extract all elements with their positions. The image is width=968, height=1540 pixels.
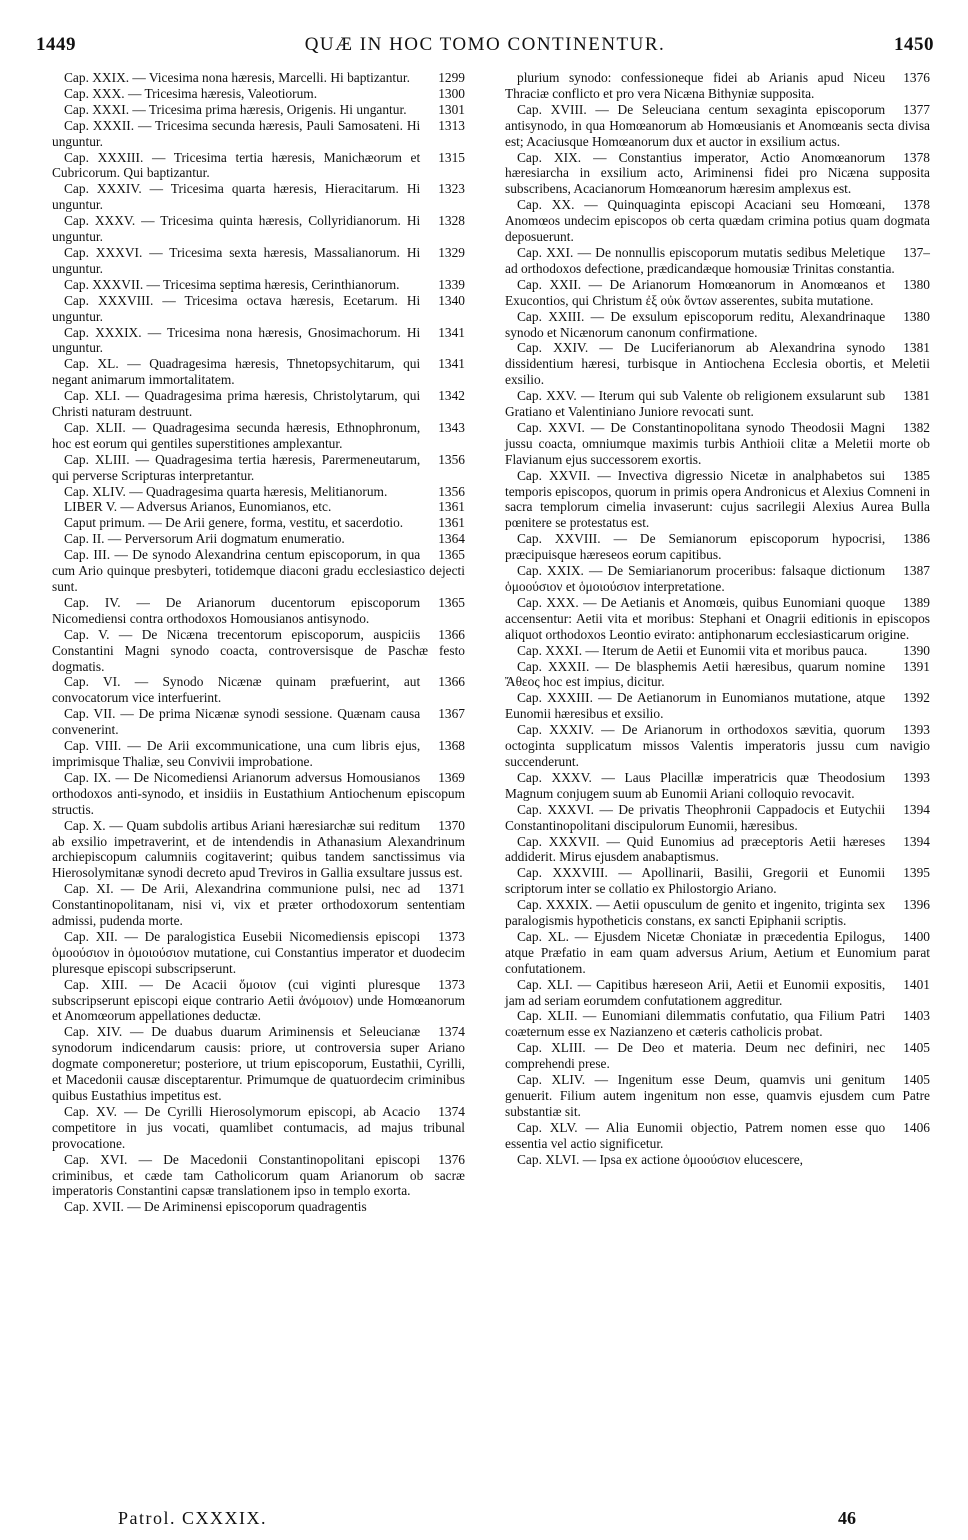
entry-text: Cap. XXXII. — Tricesima secunda hæresis, Pauli Samosateni. Hi unguntur.	[52, 117, 421, 149]
toc-entry	[52, 70, 465, 86]
toc-entry	[52, 547, 465, 595]
entry-page-number: 1369	[438, 769, 465, 785]
entry-page-number: 1393	[903, 722, 930, 738]
toc-entry	[505, 802, 930, 834]
toc-entry	[52, 818, 465, 882]
entry-page-number: 1361	[438, 499, 465, 515]
entry-text: Cap. XXXIX. — Tricesima nona hæresis, Gnosimachorum. Hi unguntur.	[52, 324, 421, 356]
toc-entry	[52, 420, 465, 452]
toc-entry	[505, 1072, 930, 1120]
toc-entry	[52, 86, 465, 102]
entry-text: Cap. XLIII. — Quadragesima tertia hæresis, Parermeneutarum, qui perverse Scripturas interpretantur.	[52, 451, 421, 483]
entry-text: Cap. XLI. — Quadragesima prima hæresis, Christolytarum, qui Christi naturam destruunt.	[52, 388, 421, 420]
toc-entry	[505, 309, 930, 341]
page-number-left: 1449	[36, 34, 76, 55]
toc-entry	[505, 659, 930, 691]
entry-text: LIBER V. — Adversus Arianos, Eunomianos, etc.	[64, 499, 332, 515]
entry-page-number: 137–	[903, 244, 930, 260]
entry-text: Cap. XVIII. — De Seleuciana centum sexaginta episcoporum antisynodo, in qua Homœanorum ab Homœusianis et Anomœanis secta divisa est; Acaciusque Homœanorum dux et auctor in exsilium actus.	[505, 101, 930, 149]
entry-text: Cap. XXVI. — De Constantinopolitana synodo Theodosii Magni jussu coacta, omniumque maximis turbis Anthioii clitæ a Meletii morte ob Flavianum ejus successorem exortis.	[505, 419, 930, 467]
entry-text: Cap. VII. — De prima Nicænæ synodi sessione. Quænam causa convenerint.	[52, 706, 421, 738]
entry-page-number: 1364	[438, 531, 465, 547]
entry-page-number: 1406	[903, 1119, 930, 1135]
entry-page-number: 1365	[438, 547, 465, 563]
toc-entry	[505, 1008, 930, 1040]
entry-text: Cap. XLII. — Quadragesima secunda hæresis, Ethnophronum, hoc est eorum qui gentiles superstitiones amplexantur.	[52, 419, 421, 451]
entry-text: Cap. X. — Quam subdolis artibus Ariani hæresiarchæ sui reditum ab exsilio impetraverint, et de intendendis in Athanasium Alexandrinum archiepiscopum calumniis cogitaverint; quibus tandem sanctissimus via Hierosolymitanæ synodi decreto apud Treviros in Gallia exsultare jussus est.	[52, 817, 465, 881]
entry-text: Cap. XLIV. — Ingenitum esse Deum, quamvis uni genitum genuerit. Filium autem ingenitum non esse, quamvis ejusdem cum Patre substantiæ sit.	[505, 1072, 930, 1119]
entry-text: Cap. XLI. — Capitibus hæreseon Arii, Aetii et Eunomii expositis, jam ad seriam eorumdem confutationem aggreditur.	[505, 976, 886, 1008]
toc-entry	[52, 499, 465, 515]
entry-text: Cap. IV. — De Arianorum ducentorum episcoporum Nicomediensi contra orthodoxos Homousianos antisynodo.	[52, 594, 421, 626]
entry-page-number: 1342	[438, 388, 465, 404]
entry-text: Cap. VI. — Synodo Nicænæ quinam præfuerint, aut convocatorum vice interfuerint.	[52, 674, 421, 706]
entry-page-number: 1403	[903, 1008, 930, 1024]
entry-page-number: 1382	[903, 419, 930, 435]
entry-text: Cap. III. — De synodo Alexandrina centum episcoporum, in qua cum Ario quinque presbyteri, totidemque diaconi gradu ecclesiastico dejecti sunt.	[52, 547, 465, 594]
entry-text: Cap. XVI. — De Macedonii Constantinopolitani episcopi criminibus, et cæde tam Catholicorum quam Arianorum ob sacræ imperatoris Constantini capsæ translationem ipso in templo exorta.	[52, 1151, 465, 1199]
entry-page-number: 1381	[903, 340, 930, 356]
toc-entry	[52, 484, 465, 500]
entry-page-number: 1394	[903, 801, 930, 817]
entry-page-number: 1391	[903, 658, 930, 674]
entry-page-number: 1367	[438, 706, 465, 722]
entry-text: Cap. XLV. — Alia Eunomii objectio, Patrem nomen esse quo essentia vel actio significetur.	[505, 1119, 886, 1151]
entry-page-number: 1380	[903, 308, 930, 324]
toc-entry	[52, 213, 465, 245]
entry-text: Cap. XXXIX. — Aetii opusculum de genito et ingenito, triginta sex paralogismis hypotheticis constans, ex sancti Epiphanii scriptis.	[505, 897, 886, 929]
entry-text: Cap. XXXVI. — De privatis Theophronii Cappadocis et Eutychii Constantinopolitani discipulorum Eunomii, hæresibus.	[505, 801, 886, 833]
entry-page-number: 1299	[438, 70, 465, 85]
entry-page-number: 1341	[438, 324, 465, 340]
toc-entry	[52, 531, 465, 547]
toc-entry	[52, 738, 465, 770]
toc-entry	[505, 897, 930, 929]
right-column	[505, 70, 930, 1168]
entry-page-number: 1389	[903, 594, 930, 610]
entry-text: Cap. XVII. — De Ariminensi episcoporum quadragentis	[64, 1199, 367, 1215]
entry-text: Cap. XI. — De Arii, Alexandrina communione pulsi, nec ad Constantinopolitanam, nisi vi, vix et præter orthodoxorum sententiam admissi, pudenda morte.	[52, 881, 465, 929]
toc-entry	[505, 1040, 930, 1072]
entry-page-number: 1387	[903, 563, 930, 579]
entry-text: Cap. XXIX. — De Semiarianorum proceribus: falsaque dictionum ὁμοούσιον et ὁμοιούσιον interpretatione.	[505, 563, 886, 594]
toc-entry	[52, 515, 465, 531]
entry-page-number: 1315	[438, 149, 465, 165]
entry-text: Cap. XXI. — De nonnullis episcoporum mutatis sedibus Meletique ad orthodoxos defectione, prædicandæque homousiæ Trinitas constantia.	[505, 244, 895, 276]
entry-page-number: 1396	[903, 897, 930, 913]
toc-entry	[52, 595, 465, 627]
toc-entry	[505, 245, 930, 277]
toc-entry	[505, 388, 930, 420]
entry-page-number: 1401	[903, 976, 930, 992]
entry-page-number: 1373	[438, 928, 465, 944]
entry-page-number: 1405	[903, 1072, 930, 1088]
toc-entry	[52, 150, 465, 182]
toc-entry	[505, 722, 930, 770]
entry-text: Cap. XIV. — De duabus duarum Ariminensis et Seleucianæ synodorum indicendarum causis: priore, ut controversia super Ariano dogmate componeretur; posteriore, ut trium episcoporum, Eustathii, Cyrilli, et Macedonii causæ disceptarentur. Primumque de quatuordecim criminibus quibus Eustathius impetitus est.	[52, 1024, 465, 1103]
entry-page-number: 1378	[903, 197, 930, 213]
toc-entry	[52, 388, 465, 420]
toc-entry	[505, 834, 930, 866]
toc-entry	[52, 245, 465, 277]
toc-entry	[505, 70, 930, 102]
entry-text: Cap. XXXV. — Tricesima quinta hæresis, Collyridianorum. Hi unguntur.	[52, 213, 421, 245]
entry-text: Cap. V. — De Nicæna trecentorum episcoporum, auspiciis Constantini Magni synodo coacta, controversisque de Paschæ festo dogmatis.	[52, 626, 465, 674]
toc-entry	[505, 150, 930, 198]
toc-entry	[52, 325, 465, 357]
entry-text: Cap. XXXII. — De blasphemis Aetii hæresibus, quarum nomine Ἄθεος hoc est impius, dicitur.	[505, 658, 886, 690]
entry-text: Cap. XXXVI. — Tricesima sexta hæresis, Massalianorum. Hi unguntur.	[52, 244, 421, 276]
toc-entry	[505, 197, 930, 245]
entry-page-number: 1365	[438, 594, 465, 610]
toc-entry	[52, 102, 465, 118]
toc-entry	[505, 102, 930, 150]
entry-page-number: 1300	[438, 85, 465, 101]
entry-page-number: 1373	[438, 976, 465, 992]
toc-entry	[505, 420, 930, 468]
toc-entry	[52, 627, 465, 675]
entry-page-number: 1361	[438, 515, 465, 531]
entry-text: Cap. XXXVIII. — Tricesima octava hæresis, Ecetarum. Hi unguntur.	[52, 292, 421, 324]
entry-page-number: 1376	[438, 1151, 465, 1167]
entry-page-number: 1381	[903, 388, 930, 404]
entry-text: Cap. XXVIII. — De Semianorum episcoporum hypocrisi, præcipuisque hæreseos eorum capitibus.	[505, 531, 886, 563]
toc-entry	[505, 1152, 930, 1168]
page-footer	[118, 1508, 856, 1530]
entry-text: Cap. XXXV. — Laus Placillæ imperatricis quæ Theodosium Magnum conjugem suum ab Eunomii Ariani colloquio revocavit.	[505, 769, 886, 801]
entry-text: Cap. XXXVII. — Quid Eunomius ad præceptoris Aetii hæreses addiderit. Mirus ejusdem anabaptismus.	[505, 833, 886, 865]
entry-text: Cap. XL. — Quadragesima hæresis, Thnetopsychitarum, qui negant animarum immortalitatem.	[52, 356, 421, 388]
entry-page-number: 1395	[903, 865, 930, 881]
toc-entry	[505, 929, 930, 977]
entry-text: Cap. XXXIV. — De Arianorum in orthodoxos sævitia, quorum octoginta supplicatum missos Valentis imperatoris jussu cum navigio succenderunt.	[505, 722, 930, 769]
toc-entry	[52, 1024, 465, 1104]
entry-page-number: 1386	[903, 531, 930, 547]
entry-page-number: 1301	[438, 101, 465, 117]
entry-text: Cap. VIII. — De Arii excommunicatione, una cum libris ejus, imprimisque Thaliæ, seu Convivii improbatione.	[52, 738, 421, 769]
toc-entry	[52, 356, 465, 388]
toc-entry	[52, 706, 465, 738]
entry-text: Cap. XXII. — De Arianorum Homœanorum in Anomœanos et Exucontios, qui Christum ἐξ οὐκ ὄντων asserentes, subita mutatione.	[505, 276, 886, 308]
entry-page-number: 1368	[438, 738, 465, 754]
entry-page-number: 1376	[903, 70, 930, 85]
entry-page-number: 1378	[903, 149, 930, 165]
entry-page-number: 1339	[438, 276, 465, 292]
entry-text: Cap. XXVII. — Invectiva digressio Nicetæ in analphabetos sui temporis episcopos, quorum in primis opera Andronicus et Alexius Comneni in sacra templorum cimelia invaserunt: cujus sacrilegii Alexius Aurea Bulla pœnitere se protestatus est.	[505, 467, 930, 531]
entry-page-number: 1377	[903, 101, 930, 117]
page-number-right: 1450	[894, 34, 934, 55]
entry-text: Caput primum. — De Arii genere, forma, vestitu, et sacerdotio.	[64, 515, 404, 531]
toc-entry	[505, 595, 930, 643]
toc-entry	[505, 531, 930, 563]
toc-entry	[52, 1104, 465, 1152]
entry-text: Cap. XLIV. — Quadragesima quarta hæresis, Melitianorum.	[64, 483, 388, 499]
toc-entry	[505, 468, 930, 532]
signature-mark: 46	[838, 1508, 856, 1528]
entry-text: Cap. XIX. — Constantius imperator, Actio Anomœanorum hæresiarcha in exsilium acto, Ariminensi fidei pro Nicæna supposita subscribens, Acacianorum Homœanorum hæresim amplexus est.	[505, 149, 930, 197]
entry-text: Cap. XXV. — Iterum qui sub Valente ob religionem exsularunt sub Gratiano et Valentiniano Juniore revocati sunt.	[505, 388, 886, 420]
entry-page-number: 1329	[438, 244, 465, 260]
toc-entry	[52, 1152, 465, 1200]
entry-page-number: 1323	[438, 181, 465, 197]
entry-page-number: 1356	[438, 483, 465, 499]
toc-entry	[52, 181, 465, 213]
entry-text: Cap. XXXIII. — De Aetianorum in Eunomianos mutatione, atque Eunomii hæresibus et exsilio.	[505, 690, 886, 722]
entry-text: Cap. XIII. — De Acacii ὅμοιον (cui viginti pluresque subscripserunt episcopi eique contrario Aetii ἀνόμοιον) unde Homœanorum et Anomœorum appellationes deductæ.	[52, 976, 465, 1024]
entry-page-number: 1328	[438, 213, 465, 229]
entry-page-number: 1385	[903, 467, 930, 483]
entry-text: Cap. XXXVII. — Tricesima septima hæresis, Cerinthianorum.	[64, 276, 400, 292]
entry-page-number: 1374	[438, 1024, 465, 1040]
entry-page-number: 1340	[438, 292, 465, 308]
toc-entry	[52, 977, 465, 1025]
entry-page-number: 1393	[903, 769, 930, 785]
entry-text: Cap. XXIII. — De exsulum episcoporum reditu, Alexandrinaque synodo et Nicænorum canonum confirmatione.	[505, 308, 886, 340]
entry-text: Cap. XLVI. — Ipsa ex actione ὁμοούσιον elucescere,	[517, 1151, 804, 1167]
toc-entry	[505, 977, 930, 1009]
toc-entry	[52, 770, 465, 818]
entry-page-number: 1394	[903, 833, 930, 849]
entry-page-number: 1356	[438, 451, 465, 467]
series-label: Patrol. CXXXIX.	[118, 1508, 267, 1528]
entry-text: Cap. XXXVIII. — Apollinarii, Basilii, Gregorii et Eunomii scriptorum inter se collatio ex Philostorgio Ariano.	[505, 865, 886, 897]
toc-entry	[52, 1199, 465, 1215]
entry-page-number: 1392	[903, 690, 930, 706]
entry-text: Cap. XXX. — De Aetianis et Anomœis, quibus Eunomiani quoque accensentur: Aetii vita et moribus: Stephani et Onagrii editionis in episcopos aliquot orthodoxos Leontio evirato: antiphonarum ecclesiasticarum origine.	[505, 594, 930, 642]
entry-text: Cap. XXXI. — Tricesima prima hæresis, Origenis. Hi ungantur.	[64, 101, 407, 117]
toc-entry	[505, 770, 930, 802]
entry-page-number: 1405	[903, 1040, 930, 1056]
toc-entry	[52, 881, 465, 929]
running-header	[36, 34, 934, 60]
toc-entry	[505, 865, 930, 897]
entry-page-number: 1374	[438, 1103, 465, 1119]
entry-text: Cap. XII. — De paralogistica Eusebii Nicomediensis episcopi ὁμοούσιον in ὁμοιούσιον mutatione, cui Constantius imperator et duodecim pluresque episcopi subscripserunt.	[52, 928, 465, 976]
entry-text: Cap. II. — Perversorum Arii dogmatum enumeratio.	[64, 531, 345, 547]
left-column	[52, 70, 465, 1215]
entry-page-number: 1380	[903, 276, 930, 292]
toc-entry	[52, 452, 465, 484]
entry-text: Cap. IX. — De Nicomediensi Arianorum adversus Homousianos orthodoxos anti-synodo, et insidiis in Eustathium Antiochenum episcopum structis.	[52, 769, 465, 817]
toc-entry	[52, 277, 465, 293]
entry-text: Cap. XL. — Ejusdem Nicetæ Choniatæ in præcedentia Epilogus, atque Præfatio in eam quam adversus Arium, Aetium et Eunomium parat confutationem.	[505, 928, 930, 976]
toc-entry	[505, 563, 930, 595]
entry-text: Cap. XXXI. — Iterum de Aetii et Eunomii vita et moribus pauca.	[517, 642, 868, 658]
toc-entry	[52, 293, 465, 325]
toc-entry	[505, 643, 930, 659]
entry-page-number: 1400	[903, 928, 930, 944]
toc-entry	[52, 929, 465, 977]
entry-text: Cap. XX. — Quinquaginta episcopi Acaciani seu Homœani, Anomœos undecim episcopos ob certa quædam crimina potius quam dogmata deposuerunt.	[505, 197, 930, 245]
entry-text: Cap. XXXIII. — Tricesima tertia hæresis, Manichæorum et Cubricorum. Qui baptizantur.	[52, 149, 421, 181]
toc-entry	[52, 118, 465, 150]
entry-text: Cap. XXIV. — De Luciferianorum ab Alexandrina synodo dissidentium hæresi, turbisque in Antiochena Ecclesia obortis, et Meletii exsilio.	[505, 340, 930, 388]
entry-page-number: 1390	[903, 642, 930, 658]
toc-entry	[505, 690, 930, 722]
toc-entry	[505, 340, 930, 388]
entry-page-number: 1371	[438, 881, 465, 897]
entry-text: Cap. XLIII. — De Deo et materia. Deum nec definiri, nec comprehendi prese.	[505, 1040, 886, 1072]
entry-page-number: 1343	[438, 419, 465, 435]
page-title: QUÆ IN HOC TOMO CONTINENTUR.	[304, 34, 666, 55]
entry-page-number: 1313	[438, 117, 465, 133]
toc-entry	[52, 674, 465, 706]
entry-text: Cap. XV. — De Cyrilli Hierosolymorum episcopi, ab Acacio competitore in jus vocati, quamlibet contumacis, ad majus tribunal provocatione.	[52, 1103, 465, 1151]
entry-text: Cap. XXIX. — Vicesima nona hæresis, Marcelli. Hi baptizantur.	[64, 70, 410, 85]
toc-entry	[505, 277, 930, 309]
entry-page-number: 1366	[438, 674, 465, 690]
entry-text: Cap. XXXIV. — Tricesima quarta hæresis, Hieracitarum. Hi unguntur.	[52, 181, 421, 213]
entry-text: Cap. XXX. — Tricesima hæresis, Valeotiorum.	[64, 85, 318, 101]
entry-text: Cap. XLII. — Eunomiani dilemmatis confutatio, qua Filium Patri coæternum esse ex Nazianzeno et cæteris catholicis probat.	[505, 1008, 886, 1040]
entry-text: plurium synodo: confessioneque fidei ab Arianis apud Niceu Thraciæ conflicto et pro vera Nicæna Bithyniæ supposita.	[505, 70, 886, 101]
entry-page-number: 1341	[438, 356, 465, 372]
toc-entry	[505, 1120, 930, 1152]
entry-page-number: 1370	[438, 817, 465, 833]
entry-page-number: 1366	[438, 626, 465, 642]
